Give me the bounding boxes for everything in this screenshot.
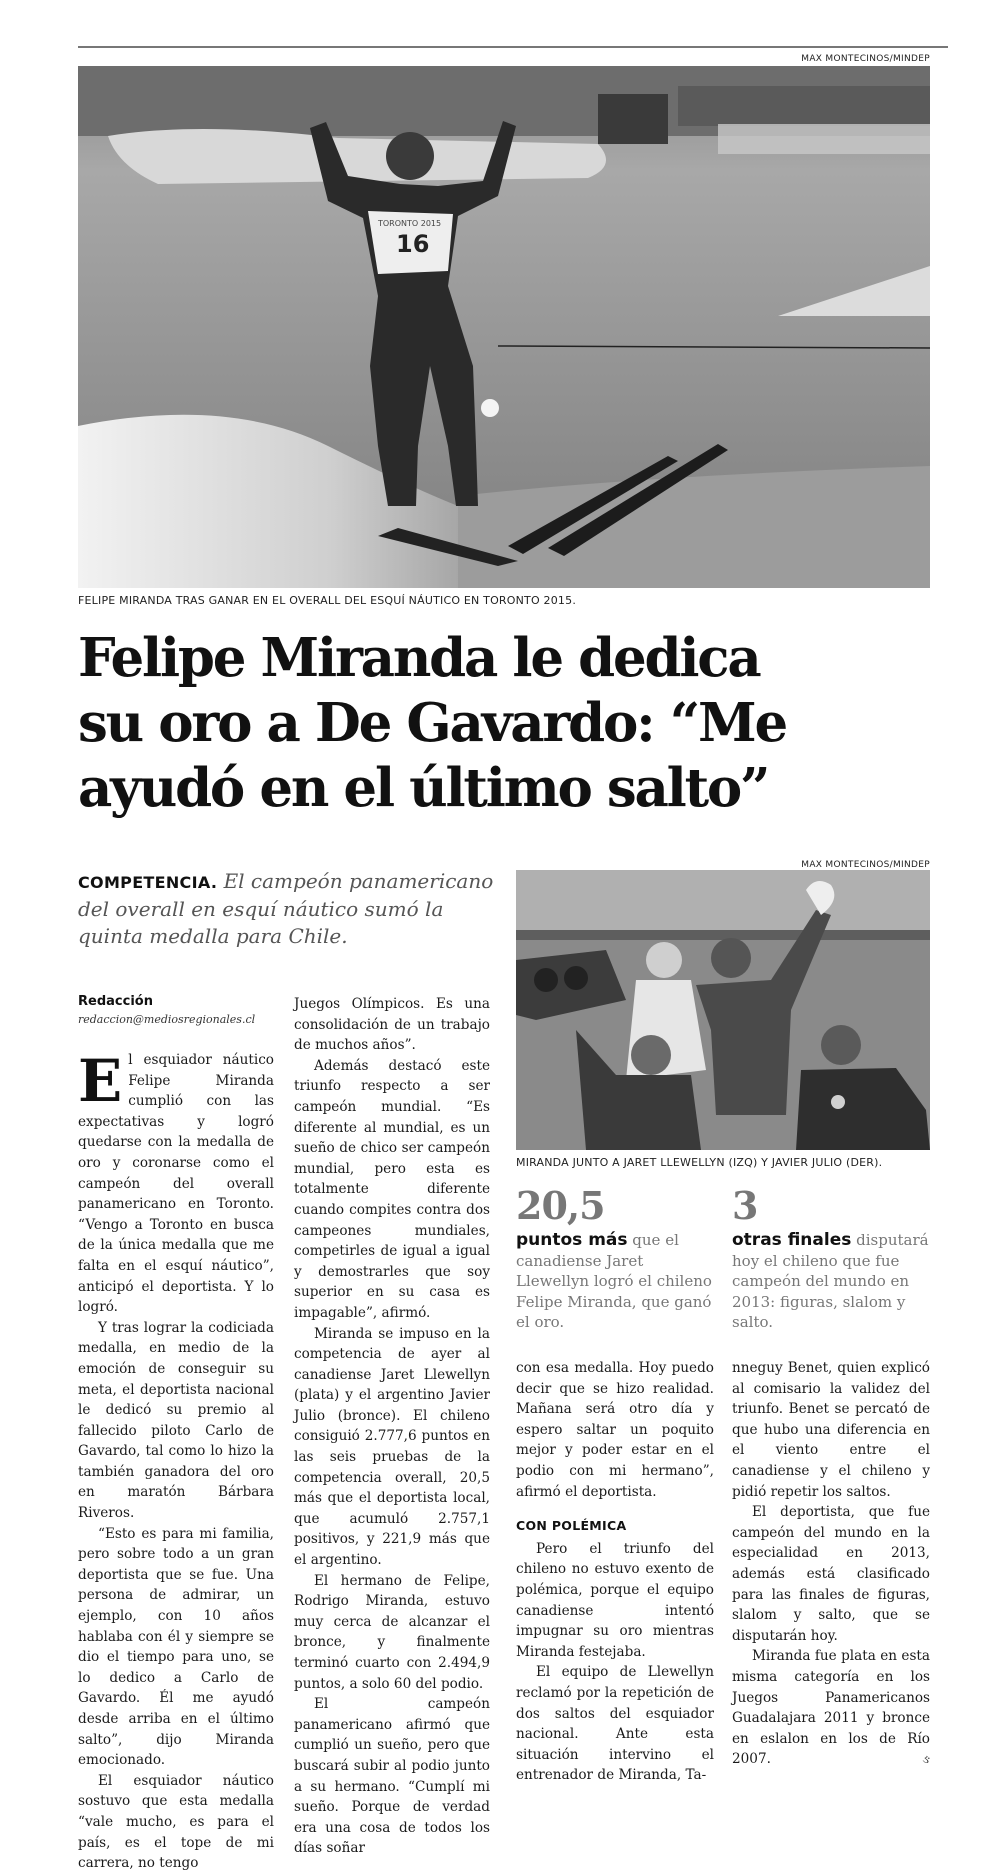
deck-text: El campeón panamericano del overall en esquí náutico sumó la quinta medalla para Chile. (78, 869, 494, 948)
paragraph: Miranda se impuso en la competencia de ayer al canadiense Jaret Llewellyn (plata) y el argentino Javier Julio (bronce). El chileno consiguió 2.777,6 puntos en las seis pruebas de la competencia overall, 20,5 más que el deportista local, que acumuló 2.757,1 positivos, y 221,9 más que el argentino. (294, 1325, 490, 1569)
stat-bold: otras finales (732, 1230, 852, 1250)
body-column-4 (732, 1358, 930, 1770)
podium-photo (516, 870, 930, 1150)
paragraph: El campeón panamericano afirmó que cumplió un sueño, pero que buscará subir al podio junto a su hermano. “Cumplí mi sueño. Porque de verdad era una cosa de todos los días soñar (294, 1696, 490, 1857)
byline-name: Redacción (78, 994, 153, 1009)
top-rule (78, 46, 948, 48)
main-photo-skier (78, 66, 930, 588)
stat-number: 3 (732, 1183, 758, 1228)
paragraph: El deportista, que fue campeón del mundo en la especialidad en 2013, además está clasificado para las finales de figuras, slalom y salto, que se disputarán hoy. (732, 1504, 930, 1644)
drop-cap: E (78, 1047, 123, 1115)
byline (78, 994, 278, 1026)
body-column-1 (78, 1047, 274, 1874)
paragraph: El esquiador náutico Felipe Miranda cumplió con las expectativas y logró quedarse con la medalla de oro y coronarse como el campeón del overall panamericano en Toronto. “Vengo a Toronto en busca de la única medalla que me falta en el esquí náutico”, anticipó el deportista. Y lo logró. (78, 1047, 274, 1316)
end-mark: ઙ (922, 1752, 930, 1767)
subhead: CON POLÉMICA (516, 1518, 627, 1534)
deck-kicker: COMPETENCIA. (78, 873, 218, 892)
headline-line: Felipe Miranda le dedica (78, 627, 760, 689)
paragraph: Y tras lograr la codiciada medalla, en medio de la emoción de conseguir su meta, el deportista nacional le dedicó su premio al fallecido piloto Carlo de Gavardo, tal como lo hizo la también ganadora del oro en maratón Bárbara Riveros. (78, 1319, 274, 1522)
body-column-3 (516, 1358, 714, 1786)
bib-number: 16 (396, 230, 430, 258)
paragraph: El hermano de Felipe, Rodrigo Miranda, estuvo muy cerca de alcanzar el bronce, y finalmente terminó cuarto con 2.494,9 puntos, a solo 60 del podio. (294, 1572, 490, 1692)
stat-text (516, 1230, 716, 1333)
paragraph: nneguy Benet, quien explicó al comisario la validez del triunfo. Benet se percató de que hubo una diferencia en el viento entre el canadiense y el chileno y pidió repetir los saltos. (732, 1360, 930, 1500)
paragraph: con esa medalla. Hoy puedo decir que se hizo realidad. Mañana será otro día y espero saltar un poquito mejor y poder estar en el podio con mi hermano”, afirmó el deportista. (516, 1360, 714, 1500)
bib-text: TORONTO 2015 (378, 219, 442, 228)
paragraph: Miranda fue plata en esta misma categoría en los Juegos Panamericanos Guadalajara 2011 y bronce en eslalon en los de Río 2007. ઙ (732, 1646, 930, 1770)
stat-number: 20,5 (516, 1183, 605, 1228)
photo-caption: MIRANDA JUNTO A JARET LLEWELLYN (IZQ) Y JAVIER JULIO (DER). (516, 1156, 883, 1169)
deck (78, 868, 508, 950)
headline-line: su oro a De Gavardo: “Me (78, 692, 786, 754)
body-column-2 (294, 994, 490, 1859)
photo-caption: FELIPE MIRANDA TRAS GANAR EN EL OVERALL DEL ESQUÍ NÁUTICO EN TORONTO 2015. (78, 594, 577, 607)
photo-credit: MAX MONTECINOS/MINDEP (801, 860, 930, 870)
headline-line: ayudó en el último salto” (78, 757, 769, 819)
stat-bold: puntos más (516, 1230, 628, 1250)
stat-rest: disputará hoy el chileno que fue campeón del mundo en 2013: figuras, slalom y salto. (732, 1231, 929, 1332)
photo-credit: MAX MONTECINOS/MINDEP (801, 54, 930, 64)
paragraph: Pero el triunfo del chileno no estuvo exento de polémica, porque el equipo canadiense intentó impugnar su oro mientras Miranda festejaba. (516, 1540, 714, 1660)
stat-rest: que el canadiense Jaret Llewellyn logró el chileno Felipe Miranda, que ganó el oro. (516, 1231, 712, 1332)
stat-box (516, 1183, 716, 1333)
stat-text (732, 1230, 930, 1333)
stat-box (732, 1183, 930, 1333)
byline-email: redaccion@mediosregionales.cl (78, 1013, 256, 1026)
paragraph: El esquiador náutico sostuvo que esta medalla “vale mucho, es para el país, es el tope de mi carrera, no tengo (78, 1772, 274, 1872)
headline (78, 626, 858, 821)
paragraph: El equipo de Llewellyn reclamó por la repetición de dos saltos del esquiador nacional. Ante esta situación intervino el entrenador de Miranda, Ta- (516, 1664, 714, 1784)
paragraph: Además destacó este triunfo respecto a ser campeón mundial. “Es diferente al mundial, es un sueño de chico ser campeón mundial, pero esta es totalmente diferente cuando compites contra dos campeones mundiales, competirles de igual a igual y demostrarles que soy superior en su casa es impagable”, afirmó. (294, 1057, 490, 1321)
paragraph: “Esto es para mi familia, pero sobre todo a un gran deportista que se fue. Una persona de admirar, un ejemplo, con 10 años hablaba con él y siempre se dio el tiempo para uno, se lo dedico a Carlo de Gavardo. Él me ayudó desde arriba en el último salto”, dijo Miranda emocionado. (78, 1525, 274, 1769)
paragraph: Juegos Olímpicos. Es una consolidación de un trabajo de muchos años”. (294, 996, 490, 1054)
